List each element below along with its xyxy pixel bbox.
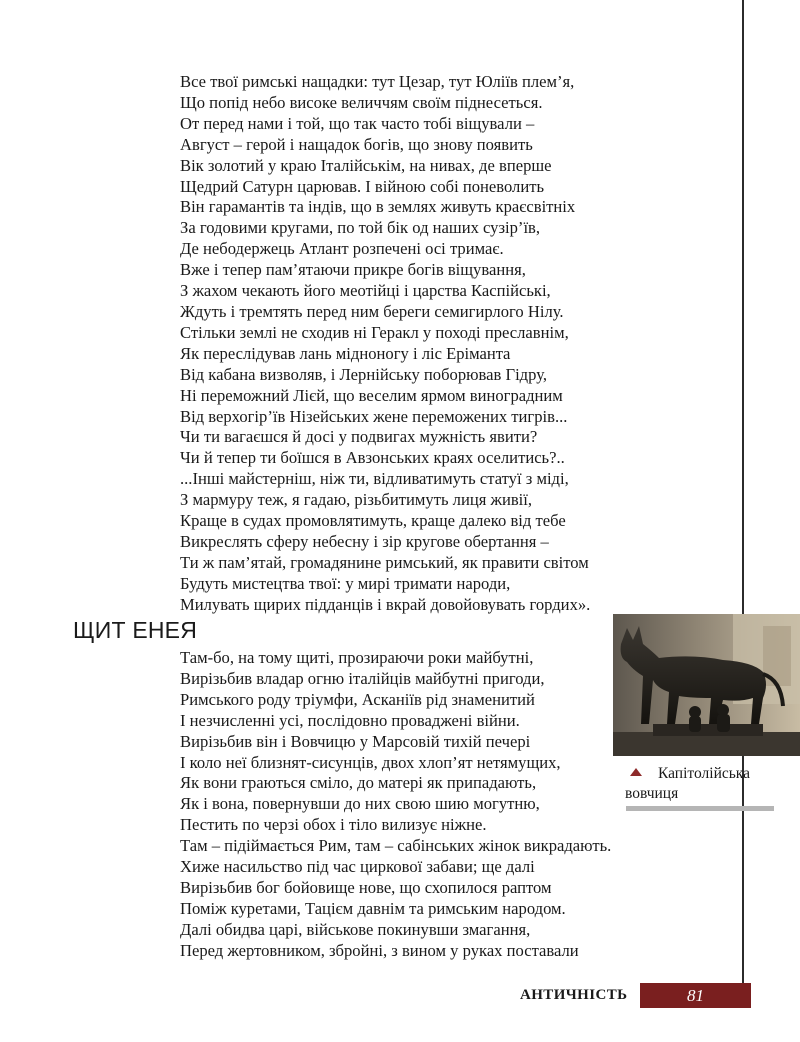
poem-line: Як і вона, повернувши до них свою шию могутню, — [180, 794, 540, 814]
poem-line: Що попід небо високе величчям своїм піднесеться. — [180, 92, 543, 112]
poem-line: І коло неї близнят-сисунців, двох хлоп’ят нетямущих, — [180, 752, 561, 772]
triangle-up-icon — [630, 768, 642, 776]
caption-line-1: Капітолійська — [658, 765, 750, 782]
page-number: 81 — [640, 983, 751, 1008]
poem-line: Від кабана визволяв, і Лернійську поборював Гідру, — [180, 364, 547, 384]
poem-line: Перед жертовником, збройні, з вином у руках поставали — [180, 940, 579, 960]
capitoline-wolf-illustration — [613, 614, 800, 756]
poem-line: Вік золотий у краю Італійськім, на нивах, де вперше — [180, 155, 552, 175]
poem-line: Ні переможний Лієй, що веселим ярмом виноградним — [180, 385, 563, 405]
caption-line-2: вовчиця — [625, 785, 679, 802]
poem-line: Стільки землі не сходив ні Геракл у поході преславнім, — [180, 322, 569, 342]
poem-line: ...Інші майстерніш, ніж ти, відливатимуть статуї з міді, — [180, 469, 569, 489]
figure-caption — [626, 764, 786, 804]
footer-section-label: АНТИЧНІСТЬ — [520, 987, 628, 1003]
poem-line: За годовими кругами, по той бік од наших сузір’їв, — [180, 218, 541, 238]
poem-line: Краще в судах промовлятимуть, краще далеко від тебе — [180, 511, 566, 531]
poem-line: І незчисленні усі, послідовно провадженi війни. — [180, 710, 520, 730]
poem-line: Пестить по черзі обох і тіло вилизує ніжне. — [180, 815, 487, 835]
section-heading: ЩИТ ЕНЕЯ — [73, 617, 198, 643]
poem-line: Від верхогір’їв Нізейських жене переможених тигрів... — [180, 406, 568, 426]
poem-line: З жахом чекають його меотійці і царства Каспійські, — [180, 281, 551, 301]
poem-line: Там-бо, на тому щиті, прозираючи роки майбутні, — [180, 648, 534, 667]
poem-line: Щедрий Сатурн царював. І війною собі поневолить — [180, 176, 545, 196]
poem-bottom — [180, 648, 611, 962]
poem-line: Чи й тепер ти боїшся в Авзонських краях оселитись?.. — [180, 448, 565, 468]
poem-line: Будуть мистецтва твої: у мирі тримати народи, — [180, 573, 511, 593]
poem-line: Август – герой і нащадок богів, що знову появить — [180, 134, 533, 154]
poem-line: Римського роду тріумфи, Асканіїв рід знаменитий — [180, 689, 535, 709]
poem-line: Хиже насильство під час циркової забави; ще далі — [180, 857, 535, 877]
poem-line: Чи ти вагаєшся й досі у подвигах мужність явити? — [180, 427, 538, 447]
page-margin-rule — [742, 0, 744, 990]
poem-line: З мармуру теж, я гадаю, різьбитимуть лиця живії, — [180, 490, 533, 510]
poem-line: Вирізьбив владар огню італійців майбутні пригоди, — [180, 668, 545, 688]
poem-line: Він гарамантів та індів, що в землях живуть краєсвітніх — [180, 197, 576, 217]
poem-line: Вирізьбив він і Вовчицю у Марсовій тихій печері — [180, 731, 531, 751]
poem-line: Ждуть і тремтять перед ним береги семигирлого Нілу. — [180, 301, 564, 321]
poem-line: Все твої римські нащадки: тут Цезар, тут Юліїв плем’я, — [180, 72, 575, 91]
poem-line: Ти ж пам’ятай, громадянине римський, як правити світом — [180, 552, 589, 572]
capitoline-wolf-photo — [613, 614, 800, 756]
poem-line: Вирізьбив бог бойовище нове, що схопилося раптом — [180, 877, 552, 897]
poem-line: От перед нами і той, що так часто тобі віщували – — [180, 113, 535, 133]
caption-underline — [626, 806, 774, 811]
poem-line: Де небодержець Атлант розпечені осі тримає. — [180, 239, 504, 259]
poem-line: Як вони граються сміло, до матері як припадають, — [180, 773, 537, 793]
poem-line: Милувать щирих підданців і вкрай довойовувать гордих». — [180, 594, 591, 614]
poem-line: Як переслідував лань мідноногу і ліс Ерімантa — [180, 343, 511, 363]
poem-line: Викреслять сферу небесну і зір кругове обертання – — [180, 531, 549, 551]
poem-line: Поміж куретами, Тацієм давнім та римським народом. — [180, 898, 566, 918]
poem-line: Там – підіймається Рим, там – сабінських жінок викрадають. — [180, 836, 612, 856]
poem-top — [180, 72, 590, 616]
poem-line: Далі обидва царі, військове покинувши змагання, — [180, 919, 531, 939]
poem-line: Вже і тепер пам’ятаючи прикре богів віщування, — [180, 260, 526, 280]
